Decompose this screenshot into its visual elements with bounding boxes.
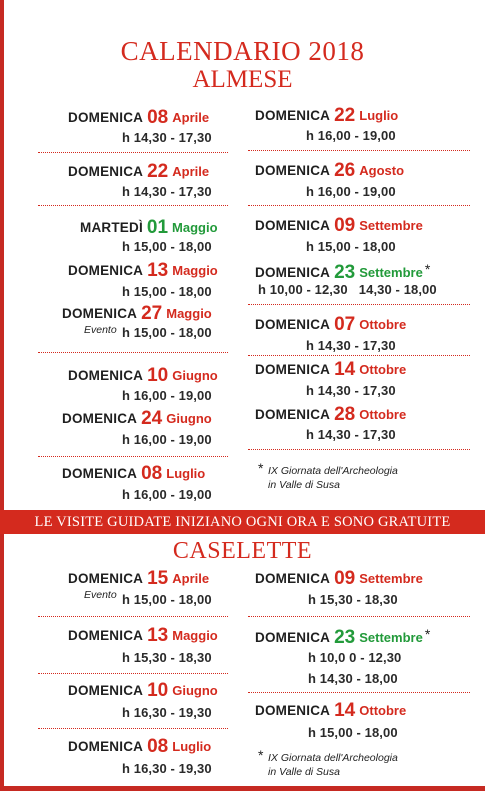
caselette-entry-7	[255, 701, 406, 721]
section-title-caselette: CASELETTE	[172, 538, 313, 564]
day-label: DOMENICA	[68, 110, 144, 125]
day-number: 09	[334, 215, 356, 236]
month-label: Agosto	[359, 163, 405, 178]
separator	[38, 205, 228, 206]
caselette-entry-1	[68, 569, 209, 589]
day-label: DOMENICA	[255, 362, 331, 377]
month-label: Maggio	[172, 628, 218, 643]
separator	[38, 728, 228, 729]
almese-hours-13: h 14,30 - 17,30	[306, 338, 396, 353]
footnote-asterisk: *	[258, 460, 264, 476]
almese-hours-12: h 10,00 - 12,30 14,30 - 18,00	[258, 282, 437, 297]
day-number: 08	[147, 107, 169, 128]
almese-entry-9	[255, 106, 398, 126]
almese-hours-2: h 14,30 - 17,30	[122, 184, 212, 199]
separator	[248, 304, 470, 305]
day-label: DOMENICA	[255, 571, 331, 586]
month-label: Ottobre	[359, 317, 407, 332]
almese-entry-4	[68, 261, 218, 281]
month-label: Settembre	[359, 218, 423, 233]
month-label: Settembre	[359, 630, 423, 645]
footnote-line-2: in Valle di Susa	[268, 479, 340, 491]
almese-hours-14: h 14,30 - 17,30	[306, 383, 396, 398]
month-label: Giugno	[172, 368, 218, 383]
section-title-almese: ALMESE	[192, 66, 293, 93]
footnote-line-1: IX Giornata dell'Archeologia	[268, 752, 398, 764]
month-label: Settembre	[359, 571, 423, 586]
caselette-hours-4: h 16,30 - 19,30	[122, 761, 212, 776]
caselette-entry-3	[68, 681, 218, 701]
day-label: DOMENICA	[68, 368, 144, 383]
day-label: DOMENICA	[68, 683, 144, 698]
month-label: Maggio	[172, 220, 218, 235]
day-label: DOMENICA	[68, 628, 144, 643]
month-label: Ottobre	[359, 407, 407, 422]
almese-entry-3	[80, 218, 218, 238]
caselette-hours-3: h 16,30 - 19,30	[122, 705, 212, 720]
almese-hours-8: h 16,00 - 19,00	[122, 487, 212, 502]
almese-entry-11	[255, 216, 423, 236]
caselette-hours-2: h 15,30 - 18,30	[122, 650, 212, 665]
month-label: Maggio	[166, 306, 212, 321]
month-label: Luglio	[166, 466, 206, 481]
day-label: DOMENICA	[255, 703, 331, 718]
asterisk-marker: *	[424, 626, 431, 642]
caselette-entry-6	[255, 624, 430, 648]
day-number: 23	[334, 262, 356, 283]
day-number: 26	[334, 160, 356, 181]
day-number: 13	[147, 260, 169, 281]
separator	[248, 449, 470, 450]
almese-entry-1	[68, 108, 209, 128]
day-label: DOMENICA	[62, 411, 138, 426]
almese-hours-10: h 16,00 - 19,00	[306, 184, 396, 199]
day-label: DOMENICA	[68, 263, 144, 278]
almese-entry-5	[62, 304, 212, 324]
day-label: DOMENICA	[62, 466, 138, 481]
footnote-asterisk: *	[258, 747, 264, 763]
almese-entry-6	[68, 366, 218, 386]
almese-hours-6: h 16,00 - 19,00	[122, 388, 212, 403]
day-number: 22	[334, 105, 356, 126]
day-label: DOMENICA	[68, 164, 144, 179]
separator	[248, 692, 470, 693]
caselette-entry-5	[255, 569, 423, 589]
day-number: 27	[141, 303, 163, 324]
month-label: Luglio	[359, 108, 399, 123]
day-number: 13	[147, 625, 169, 646]
evento-note: Evento	[84, 589, 117, 601]
month-label: Ottobre	[359, 703, 407, 718]
month-label: Giugno	[172, 683, 218, 698]
caselette-hours-6a: h 10,0 0 - 12,30	[308, 650, 402, 665]
almese-hours-9: h 16,00 - 19,00	[306, 128, 396, 143]
separator	[248, 205, 470, 206]
day-label: DOMENICA	[255, 630, 331, 645]
calendar-title: CALENDARIO 2018	[120, 36, 365, 66]
almese-hours-1: h 14,30 - 17,30	[122, 130, 212, 145]
caselette-entry-2	[68, 626, 218, 646]
almese-entry-12	[255, 259, 430, 283]
month-label: Aprile	[172, 164, 210, 179]
separator	[248, 616, 470, 617]
month-label: Settembre	[359, 265, 423, 280]
almese-footnote	[258, 460, 398, 492]
caselette-entry-4	[68, 737, 211, 757]
separator	[38, 352, 228, 353]
separator	[38, 673, 228, 674]
day-label: DOMENICA	[68, 571, 144, 586]
almese-entry-7	[62, 409, 212, 429]
day-number: 01	[146, 217, 169, 238]
day-number: 08	[147, 736, 169, 757]
month-label: Aprile	[172, 110, 210, 125]
bottom-border	[0, 786, 485, 791]
almese-hours-3: h 15,00 - 18,00	[122, 239, 212, 254]
almese-entry-8	[62, 464, 205, 484]
month-label: Ottobre	[359, 362, 407, 377]
caselette-hours-6b: h 14,30 - 18,00	[308, 671, 398, 686]
almese-entry-2	[68, 162, 209, 182]
free-guided-tours-banner: LE VISITE GUIDATE INIZIANO OGNI ORA E SONO GRATUITE	[0, 510, 485, 534]
day-number: 22	[147, 161, 169, 182]
day-number: 10	[147, 365, 169, 386]
almese-entry-10	[255, 161, 404, 181]
almese-hours-11: h 15,00 - 18,00	[306, 239, 396, 254]
separator	[248, 150, 470, 151]
day-label: DOMENICA	[255, 407, 331, 422]
day-label: DOMENICA	[255, 108, 331, 123]
almese-hours-7: h 16,00 - 19,00	[122, 432, 212, 447]
left-border	[0, 0, 4, 791]
footnote-line-2: in Valle di Susa	[268, 766, 340, 778]
caselette-footnote	[258, 747, 398, 779]
day-label: DOMENICA	[255, 218, 331, 233]
almese-hours-15: h 14,30 - 17,30	[306, 427, 396, 442]
almese-entry-14	[255, 360, 406, 380]
caselette-hours-5: h 15,30 - 18,30	[308, 592, 398, 607]
day-label: DOMENICA	[255, 163, 331, 178]
month-label: Luglio	[172, 739, 212, 754]
day-number: 23	[334, 627, 356, 648]
month-label: Giugno	[166, 411, 212, 426]
asterisk-marker: *	[424, 261, 431, 277]
footnote-line-1: IX Giornata dell'Archeologia	[268, 465, 398, 477]
day-label: DOMENICA	[255, 317, 331, 332]
day-label: MARTEDÌ	[80, 220, 143, 235]
day-number: 10	[147, 680, 169, 701]
caselette-hours-1: h 15,00 - 18,00	[122, 592, 212, 607]
month-label: Maggio	[172, 263, 218, 278]
day-number: 28	[334, 404, 356, 425]
day-number: 14	[334, 359, 356, 380]
separator	[248, 355, 470, 356]
day-number: 24	[141, 408, 163, 429]
day-label: DOMENICA	[68, 739, 144, 754]
day-label: DOMENICA	[62, 306, 138, 321]
caselette-hours-7: h 15,00 - 18,00	[308, 725, 398, 740]
day-number: 08	[141, 463, 163, 484]
day-number: 09	[334, 568, 356, 589]
day-number: 15	[147, 568, 169, 589]
day-label: DOMENICA	[255, 265, 331, 280]
evento-note: Evento	[84, 324, 117, 336]
separator	[38, 616, 228, 617]
month-label: Aprile	[172, 571, 210, 586]
day-number: 07	[334, 314, 356, 335]
almese-hours-4: h 15,00 - 18,00	[122, 284, 212, 299]
almese-hours-5: h 15,00 - 18,00	[122, 325, 212, 340]
separator	[38, 456, 228, 457]
almese-entry-15	[255, 405, 406, 425]
almese-entry-13	[255, 315, 406, 335]
separator	[38, 152, 228, 153]
day-number: 14	[334, 700, 356, 721]
